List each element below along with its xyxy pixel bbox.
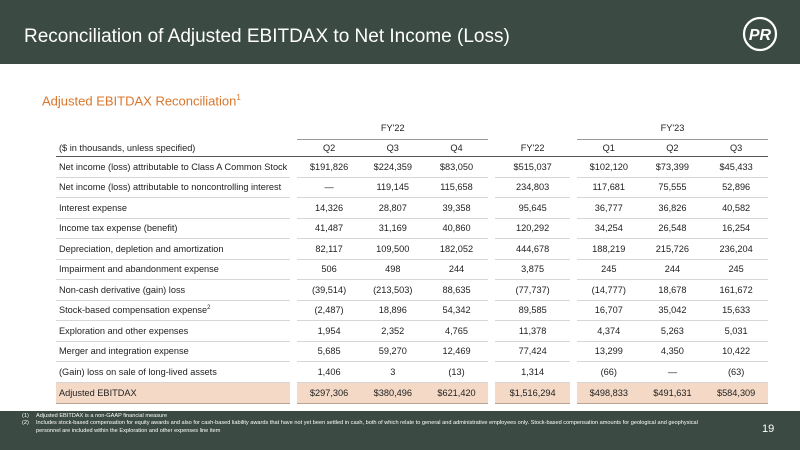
table-cell: $102,120 [577, 157, 641, 178]
table-cell: (213,503) [361, 280, 425, 301]
group-header-fy23: FY'23 [577, 117, 768, 140]
row-label [56, 382, 290, 403]
row-label-text: Impairment and abandonment expense [59, 264, 219, 275]
table-cell: 88,635 [425, 280, 489, 301]
row-label [56, 239, 290, 260]
table-cell: 14,326 [297, 198, 361, 219]
table-row [56, 321, 768, 342]
row-label [56, 177, 290, 198]
table-cell: 75,555 [641, 177, 705, 198]
table-cell: 77,424 [495, 341, 570, 362]
column-header: Q3 [704, 140, 768, 157]
subtitle-text: Adjusted EBITDAX Reconciliation [42, 93, 237, 109]
table-cell: 52,896 [704, 177, 768, 198]
table-cell: $498,833 [577, 382, 641, 403]
table-cell: 15,633 [704, 300, 768, 321]
table-cell: 35,042 [641, 300, 705, 321]
table-cell: — [297, 177, 361, 198]
table-cell: 236,204 [704, 239, 768, 260]
table-cell: $83,050 [425, 157, 489, 178]
table-cell: 182,052 [425, 239, 489, 260]
row-label [56, 300, 290, 321]
table-cell: (2,487) [297, 300, 361, 321]
row-label [56, 362, 290, 383]
header-bar [0, 0, 800, 64]
table-cell: 120,292 [495, 218, 570, 239]
table-cell: 59,270 [361, 341, 425, 362]
table-cell: 234,803 [495, 177, 570, 198]
table-cell: 31,169 [361, 218, 425, 239]
table-cell: 244 [425, 259, 489, 280]
table-cell: $515,037 [495, 157, 570, 178]
table-cell: 109,500 [361, 239, 425, 260]
table-cell: 39,358 [425, 198, 489, 219]
table-cell: (63) [704, 362, 768, 383]
row-label-text: (Gain) loss on sale of long-lived assets [59, 366, 217, 377]
table-cell: $621,420 [425, 382, 489, 403]
table-cell: $380,496 [361, 382, 425, 403]
table-cell: $1,516,294 [495, 382, 570, 403]
table-cell: 12,469 [425, 341, 489, 362]
table-row [56, 218, 768, 239]
table-cell: $491,631 [641, 382, 705, 403]
table-cell: 498 [361, 259, 425, 280]
table-cell: 18,896 [361, 300, 425, 321]
footnote-text: Includes stock-based compensation for equity awards and also for cash-based liability awards that have not yet been settled in cash, both of which relate to general and administrative employees only. Stock-based compensation amounts for geological and geophysical personnel are included within the Exploration and other expenses line item [36, 420, 698, 434]
table-row [56, 177, 768, 198]
row-label-text: Net income (loss) attributable to Class A Common Stock [59, 161, 288, 172]
row-label-text: Interest expense [59, 202, 127, 213]
table-cell: $191,826 [297, 157, 361, 178]
footnote-number: (1) [22, 413, 29, 419]
table-cell: 161,672 [704, 280, 768, 301]
footnotes [22, 413, 712, 435]
table-cell: (14,777) [577, 280, 641, 301]
table-cell: 16,254 [704, 218, 768, 239]
row-label-text: Depreciation, depletion and amortization [59, 243, 224, 254]
footnote [22, 413, 712, 420]
page-number: 19 [762, 423, 775, 435]
footnote [22, 420, 712, 435]
footnote-number: (2) [22, 420, 29, 427]
table-cell: $584,309 [704, 382, 768, 403]
table-cell: 36,826 [641, 198, 705, 219]
footnote-text: Adjusted EBITDAX is a non-GAAP financial measure [36, 413, 168, 419]
table-row [56, 157, 768, 178]
row-label [56, 341, 290, 362]
table-cell: $73,399 [641, 157, 705, 178]
table-cell: 1,314 [495, 362, 570, 383]
table-cell: 4,374 [577, 321, 641, 342]
fiscal-year-group-row [56, 117, 768, 140]
table-cell: 244 [641, 259, 705, 280]
row-label [56, 259, 290, 280]
column-header: Q1 [577, 140, 641, 157]
row-label-text: Income tax expense (benefit) [59, 223, 178, 234]
logo-text: PR [748, 27, 772, 44]
table-row [56, 259, 768, 280]
table-cell: 188,219 [577, 239, 641, 260]
column-header: Q2 [297, 140, 361, 157]
table-cell: 10,422 [704, 341, 768, 362]
table-cell: 1,954 [297, 321, 361, 342]
column-header: Q3 [361, 140, 425, 157]
table-cell: 4,350 [641, 341, 705, 362]
table-cell: 28,807 [361, 198, 425, 219]
table-cell: 444,678 [495, 239, 570, 260]
row-label-text: Merger and integration expense [59, 346, 189, 357]
company-logo [742, 16, 778, 52]
table-cell: 245 [577, 259, 641, 280]
table-row [56, 341, 768, 362]
table-cell: 26,548 [641, 218, 705, 239]
table-cell: 82,117 [297, 239, 361, 260]
table-cell: — [641, 362, 705, 383]
table-cell: 215,726 [641, 239, 705, 260]
table-row [56, 239, 768, 260]
table-cell: (13) [425, 362, 489, 383]
table-cell: 245 [704, 259, 768, 280]
table-cell: 13,299 [577, 341, 641, 362]
column-header-row [56, 140, 768, 157]
page-title: Reconciliation of Adjusted EBITDAX to Net Income (Loss) [24, 26, 510, 47]
row-label [56, 280, 290, 301]
table-cell: (77,737) [495, 280, 570, 301]
column-header: FY'22 [495, 140, 570, 157]
section-subtitle [42, 93, 241, 108]
table-cell: 95,645 [495, 198, 570, 219]
footnote-ref: 2 [207, 305, 211, 312]
row-label-text: Stock-based compensation expense [59, 305, 208, 316]
table-cell: 16,707 [577, 300, 641, 321]
table-cell: 5,263 [641, 321, 705, 342]
table-cell: 2,352 [361, 321, 425, 342]
table-cell: 117,681 [577, 177, 641, 198]
row-label [56, 198, 290, 219]
table-cell: 5,031 [704, 321, 768, 342]
table-cell: 34,254 [577, 218, 641, 239]
table-cell: 40,582 [704, 198, 768, 219]
table-cell: 36,777 [577, 198, 641, 219]
column-header: Q4 [425, 140, 489, 157]
subtitle-footnote-ref: 1 [236, 93, 241, 102]
row-label-text: Adjusted EBITDAX [59, 387, 137, 398]
table-cell: 40,860 [425, 218, 489, 239]
table-row [56, 198, 768, 219]
table-cell: $45,433 [704, 157, 768, 178]
table-cell: 4,765 [425, 321, 489, 342]
table-cell: $224,359 [361, 157, 425, 178]
reconciliation-table [56, 117, 768, 404]
group-header-fy22: FY'22 [297, 117, 488, 140]
table-cell: 1,406 [297, 362, 361, 383]
units-label: ($ in thousands, unless specified) [56, 140, 290, 157]
row-label [56, 321, 290, 342]
total-row [56, 382, 768, 403]
row-label [56, 157, 290, 178]
table-cell: $297,306 [297, 382, 361, 403]
row-label [56, 218, 290, 239]
table-cell: 18,678 [641, 280, 705, 301]
table-cell: 3 [361, 362, 425, 383]
table-cell: 506 [297, 259, 361, 280]
table-cell: 5,685 [297, 341, 361, 362]
table-cell: 115,658 [425, 177, 489, 198]
table-row [56, 300, 768, 321]
table-cell: 41,487 [297, 218, 361, 239]
row-label-text: Non-cash derivative (gain) loss [59, 284, 186, 295]
row-label-text: Exploration and other expenses [59, 325, 189, 336]
table-cell: (39,514) [297, 280, 361, 301]
table-cell: 89,585 [495, 300, 570, 321]
table-cell: 11,378 [495, 321, 570, 342]
table-row [56, 280, 768, 301]
table-cell: 54,342 [425, 300, 489, 321]
table-cell: (66) [577, 362, 641, 383]
row-label-text: Net income (loss) attributable to noncontrolling interest [59, 182, 282, 193]
table-row [56, 362, 768, 383]
table-cell: 3,875 [495, 259, 570, 280]
column-header: Q2 [641, 140, 705, 157]
table-cell: 119,145 [361, 177, 425, 198]
